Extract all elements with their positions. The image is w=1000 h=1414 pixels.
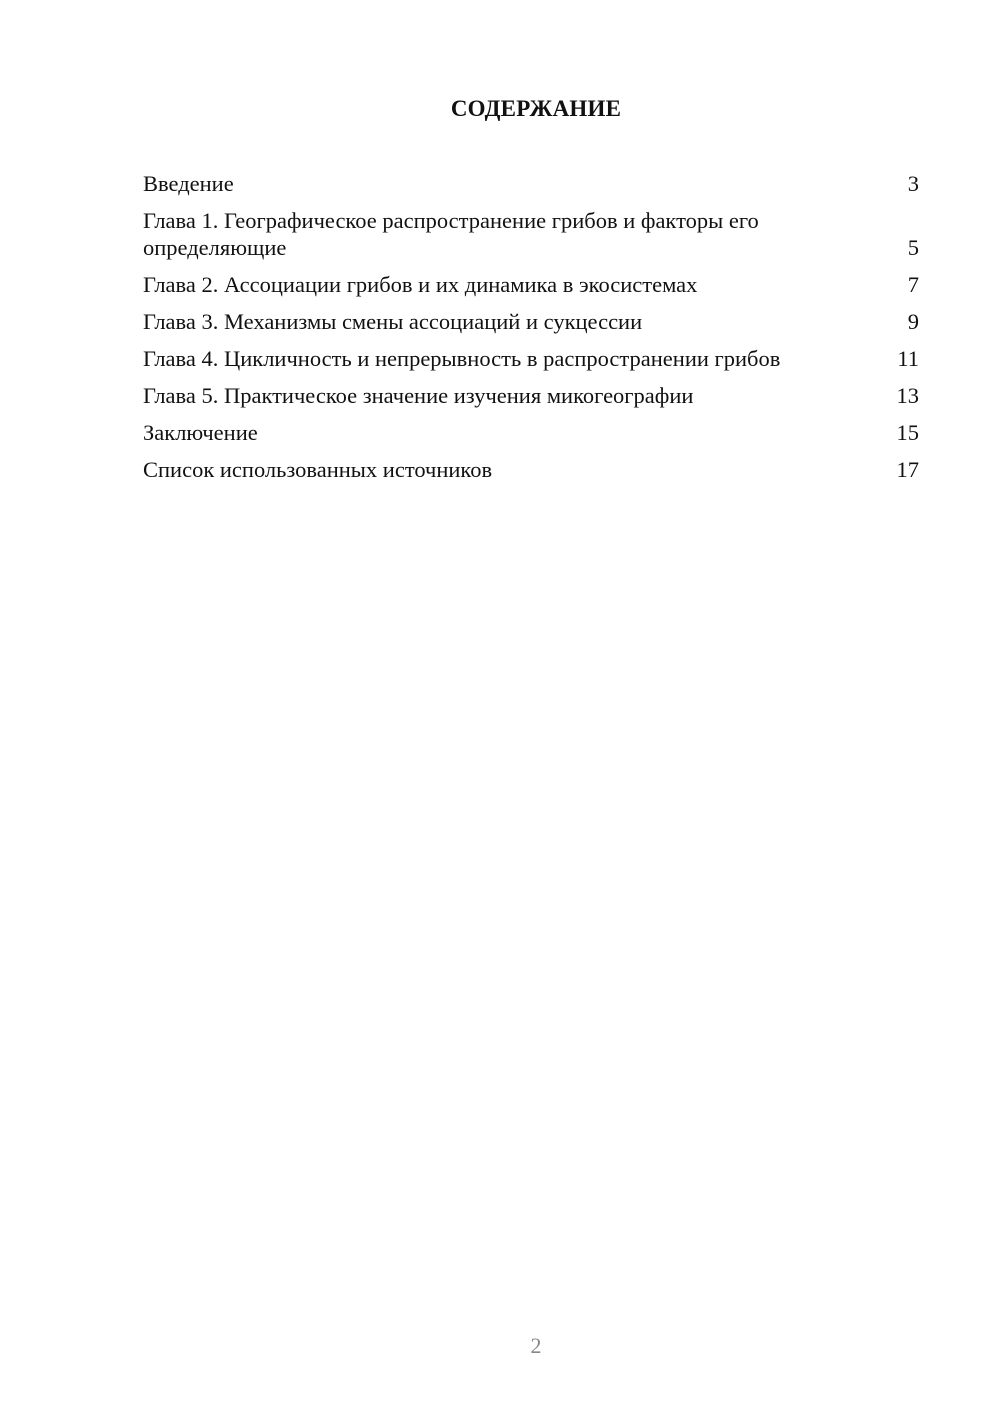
toc-entry-page: 17 — [896, 457, 919, 482]
toc-entry-chapter-2 — [143, 271, 919, 298]
toc-entry-page: 13 — [896, 383, 919, 408]
toc-entry-page: 15 — [896, 420, 919, 445]
toc-entry-text: Глава 3. Механизмы смены ассоциаций и сукцессии — [143, 309, 643, 334]
toc-entry-page: 5 — [907, 235, 919, 260]
toc-entry-text: Глава 5. Практическое значение изучения микогеографии — [143, 383, 694, 408]
toc-entry-text: Глава 4. Цикличность и непрерывность в распространении грибов — [143, 346, 781, 371]
toc-entry-text: Глава 1. Географическое распространение грибов и факторы его определяющие — [143, 208, 759, 260]
toc-entry-text: Список использованных источников — [143, 457, 493, 482]
toc-entry-page: 3 — [907, 171, 919, 196]
toc-entry-introduction — [143, 170, 919, 197]
toc-entry-page: 9 — [907, 309, 919, 334]
toc-entry-page: 11 — [897, 346, 919, 371]
toc-title: СОДЕРЖАНИЕ — [450, 96, 622, 121]
toc-entry-text: Глава 2. Ассоциации грибов и их динамика в экосистемах — [143, 272, 698, 297]
toc-entry-chapter-3 — [143, 308, 919, 335]
table-of-contents — [143, 170, 919, 493]
toc-entry-chapter-4 — [143, 345, 919, 372]
toc-entry-chapter-1 — [143, 207, 919, 261]
page-number: 2 — [530, 1333, 542, 1358]
toc-entry-page: 7 — [907, 272, 919, 297]
toc-entry-conclusion — [143, 419, 919, 446]
toc-entry-references — [143, 456, 919, 483]
toc-entry-text: Введение — [143, 171, 234, 196]
toc-entry-text: Заключение — [143, 420, 258, 445]
toc-entry-chapter-5 — [143, 382, 919, 409]
